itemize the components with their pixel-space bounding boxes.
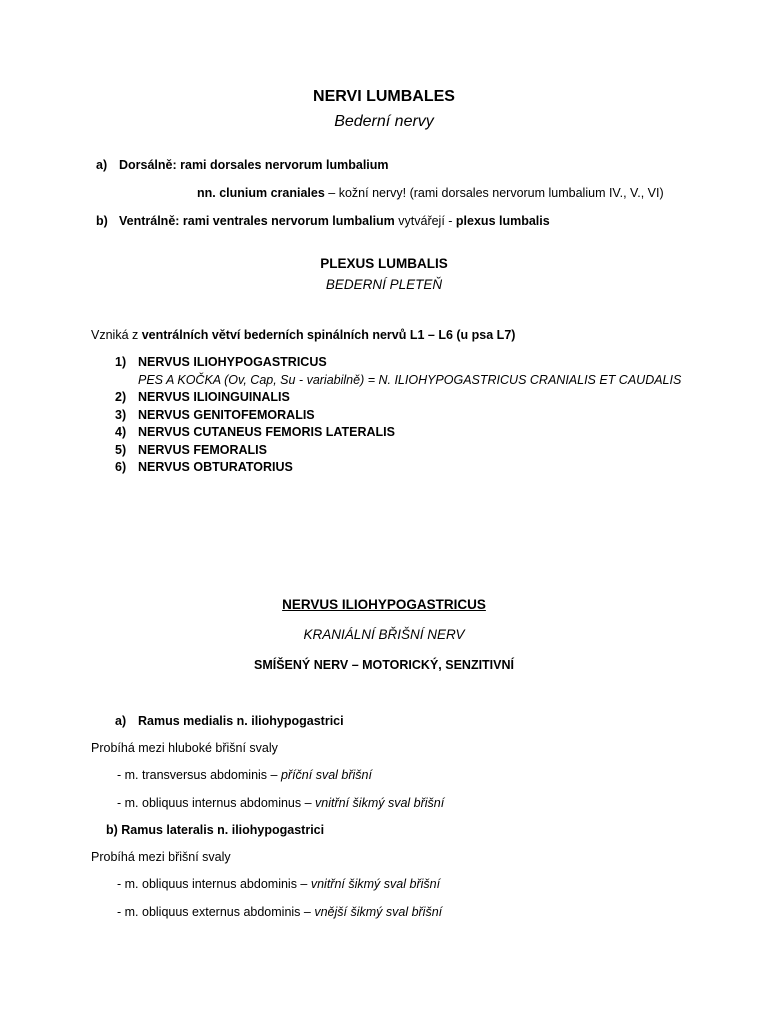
page-title: NERVI LUMBALES	[313, 88, 455, 105]
plexus-intro-bold: ventrálních větví bederních spinálních nervů L1 – L6 (u psa L7)	[141, 328, 516, 342]
list-item-number: 1)	[115, 355, 127, 369]
ramus-medialis-desc: Probíhá mezi hluboké břišní svaly	[91, 741, 278, 755]
list-item-label: NERVUS CUTANEUS FEMORIS LATERALIS	[138, 425, 395, 439]
section-b-bold1: Ventrálně: rami ventrales nervorum lumbalium	[119, 214, 395, 228]
list-item-number: 5)	[115, 443, 127, 457]
section-b-marker: b)	[96, 214, 108, 228]
section-a-marker: a)	[96, 158, 108, 172]
list-item-number: 2)	[115, 390, 127, 404]
list-item-label: NERVUS OBTURATORIUS	[138, 460, 293, 474]
page-subtitle: Bederní nervy	[334, 113, 434, 130]
nervus-type: SMÍŠENÝ NERV – MOTORICKÝ, SENZITIVNÍ	[254, 658, 514, 672]
plexus-intro-normal: Vzniká z	[91, 328, 142, 342]
muscle-line	[117, 904, 442, 920]
section-b-bold2: plexus lumbalis	[455, 214, 550, 228]
muscle-latin: - m. obliquus internus abdominis –	[117, 877, 311, 891]
muscle-czech: vnitřní šikmý sval břišní	[310, 877, 441, 891]
list-item-label: NERVUS FEMORALIS	[138, 443, 267, 457]
muscle-line	[117, 795, 444, 811]
section-b-normal: vytvářejí -	[394, 214, 456, 228]
plexus-subheading: BEDERNÍ PLETEŇ	[325, 277, 443, 292]
list-item-note: PES A KOČKA (Ov, Cap, Su - variabilně) = N. ILIOHYPOGASTRICUS CRANIALIS ET CAUDALIS	[138, 373, 682, 387]
muscle-czech: vnitřní šikmý sval břišní	[315, 796, 445, 810]
muscle-latin: - m. transversus abdominis –	[117, 768, 281, 782]
clunium-desc: – kožní nervy! (rami dorsales nervorum lumbalium IV., V., VI)	[324, 186, 664, 200]
muscle-latin: - m. obliquus internus abdominus –	[117, 796, 316, 810]
list-item-label: NERVUS ILIOHYPOGASTRICUS	[138, 355, 327, 369]
list-item-label: NERVUS ILIOINGUINALIS	[138, 390, 290, 404]
ramus-lateralis-label: b) Ramus lateralis n. iliohypogastrici	[106, 823, 325, 837]
plexus-heading: PLEXUS LUMBALIS	[320, 256, 448, 271]
section-b-text	[119, 213, 550, 229]
muscle-czech: příční sval břišní	[280, 768, 372, 782]
section-a-subline	[197, 185, 664, 201]
nervus-subheading: KRANIÁLNÍ BŘIŠNÍ NERV	[303, 627, 465, 642]
list-item-number: 6)	[115, 460, 127, 474]
muscle-line	[117, 767, 372, 783]
muscle-czech: vnější šikmý sval břišní	[314, 905, 443, 919]
list-item-number: 4)	[115, 425, 127, 439]
clunium-label: nn. clunium craniales	[197, 186, 325, 200]
section-a-text: Dorsálně: rami dorsales nervorum lumbalium	[119, 158, 389, 172]
muscle-line	[117, 876, 440, 892]
ramus-lateralis-desc: Probíhá mezi břišní svaly	[91, 850, 231, 864]
list-item-label: NERVUS GENITOFEMORALIS	[138, 408, 315, 422]
ramus-medialis-marker: a)	[115, 714, 127, 728]
muscle-latin: - m. obliquus externus abdominis –	[117, 905, 315, 919]
ramus-medialis-label: Ramus medialis n. iliohypogastrici	[138, 714, 344, 728]
nervus-heading: NERVUS ILIOHYPOGASTRICUS	[282, 597, 486, 612]
list-item-number: 3)	[115, 408, 127, 422]
plexus-intro	[91, 327, 515, 343]
